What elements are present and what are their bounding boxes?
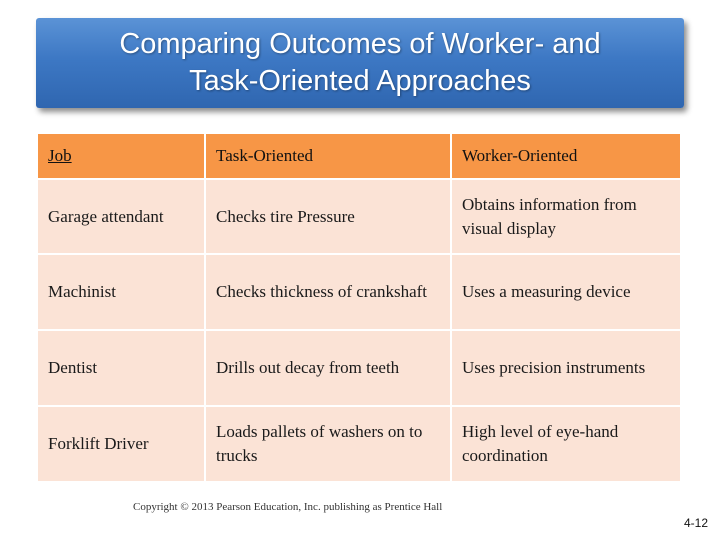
column-header-worker-oriented: Worker-Oriented: [451, 133, 681, 179]
task-oriented-cell: Checks thickness of crankshaft: [205, 254, 451, 330]
job-cell: Forklift Driver: [37, 406, 205, 482]
worker-oriented-cell: Uses precision instruments: [451, 330, 681, 406]
worker-oriented-cell: Uses a measuring device: [451, 254, 681, 330]
table-header-row: [37, 133, 681, 179]
comparison-table: [36, 132, 682, 483]
page-number: 4-12: [684, 516, 709, 530]
column-header-job: Job: [37, 133, 205, 179]
job-cell: Machinist: [37, 254, 205, 330]
task-oriented-cell: Loads pallets of washers on to trucks: [205, 406, 451, 482]
task-oriented-cell: Checks tire Pressure: [205, 179, 451, 254]
table-row: [37, 330, 681, 406]
job-cell: Dentist: [37, 330, 205, 406]
title-banner: [36, 18, 684, 108]
copyright-footer: Copyright © 2013 Pearson Education, Inc. publishing as Prentice Hall: [133, 501, 443, 513]
table-row: [37, 406, 681, 482]
job-cell: Garage attendant: [37, 179, 205, 254]
worker-oriented-cell: Obtains information from visual display: [451, 179, 681, 254]
table-row: [37, 179, 681, 254]
worker-oriented-cell: High level of eye-hand coordination: [451, 406, 681, 482]
task-oriented-cell: Drills out decay from teeth: [205, 330, 451, 406]
slide-title: Comparing Outcomes of Worker- and Task-Oriented Approaches: [119, 28, 601, 97]
column-header-task-oriented: Task-Oriented: [205, 133, 451, 179]
table-row: [37, 254, 681, 330]
